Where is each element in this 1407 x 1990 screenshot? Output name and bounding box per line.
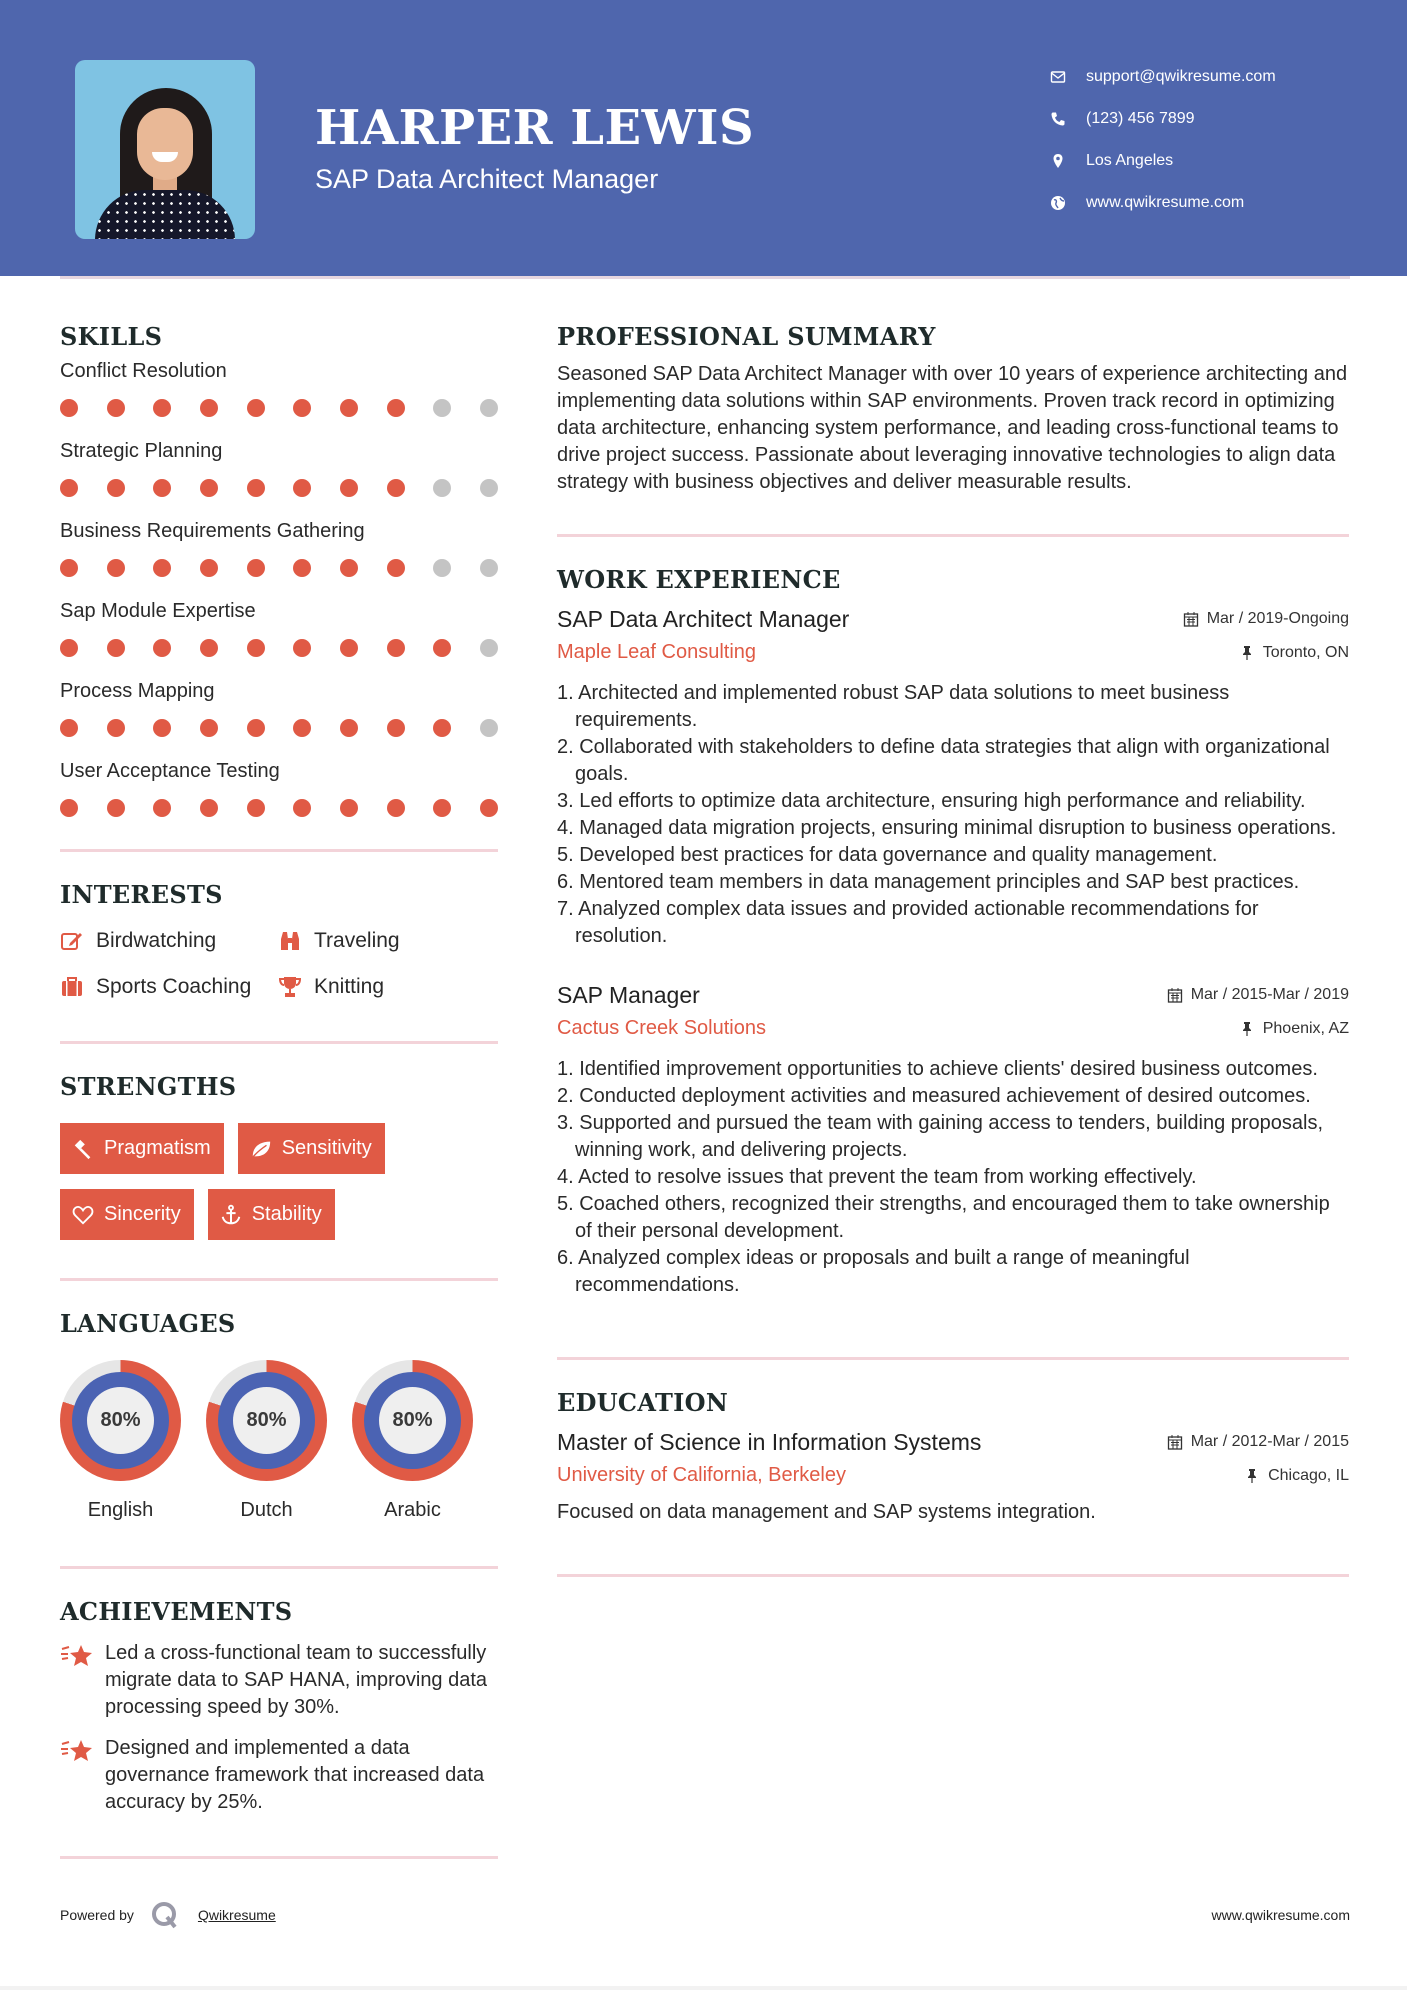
calendar-icon [1183,611,1199,627]
interest-label: Sports Coaching [96,975,252,998]
page-bottom-edge [0,1986,1407,1990]
contact-location [1050,140,1276,182]
rating-dot-filled [293,639,311,657]
strengths-section [60,1072,498,1240]
summary-title: PROFESSIONAL SUMMARY [557,322,936,351]
star-icon [60,1642,94,1672]
contact-phone-text: (123) 456 7899 [1086,110,1195,127]
strength-tag: Pragmatism [60,1123,224,1174]
calendar-icon [1167,987,1183,1003]
rating-dot-filled [387,799,405,817]
phone-icon [1050,111,1086,127]
language-progress-ring: 80% [60,1360,181,1481]
achievements-section [60,1597,498,1816]
qwikresume-logo-icon [150,1900,180,1930]
rating-dot-filled [200,479,218,497]
skill-name: Sap Module Expertise [60,600,256,622]
star-icon [60,1737,94,1767]
job-bullets: 1. Identified improvement opportunities to achieve clients' desired business outcomes. 2. Conducted deployment activities and measured achievement of desired outcomes. 3. Supported and pursued the team with gaining access to tenders, building proposals, winning work, and delivering projects. 4. Acted to resolve issues that prevent the team from working effectively. 5. Coached others, recognized their strengths, and encouraged them to take ownership of their personal development. 6. Analyzed complex ideas or proposals and built a range of meaningful recommendations. [557,1058,1330,1296]
language-name: Arabic [384,1499,441,1521]
skills-title: SKILLS [60,322,163,351]
rating-dot-filled [480,799,498,817]
rating-dot-filled [340,479,358,497]
footer-website[interactable]: www.qwikresume.com [1211,1907,1350,1923]
pushpin-icon [1239,1021,1255,1037]
leaf-icon [250,1138,272,1160]
suitcase-icon [60,975,84,999]
education-entry [557,1429,1349,1526]
rating-dot-filled [247,559,265,577]
languages-title: LANGUAGES [60,1309,236,1338]
candidate-name: HARPER LEWIS [315,100,755,156]
pushpin-icon [1239,645,1255,661]
section-divider [60,849,498,852]
education-location: Chicago, IL [1244,1467,1349,1485]
section-divider [60,1041,498,1044]
rating-dot-empty [480,559,498,577]
job-entry [557,606,1349,950]
rating-dot-filled [387,559,405,577]
section-divider [557,1357,1349,1360]
company-name: Maple Leaf Consulting [557,641,757,663]
skills-section [60,322,498,831]
rating-dot-filled [200,639,218,657]
skill-name: Conflict Resolution [60,360,227,382]
map-pin-icon [1050,153,1086,169]
contact-phone[interactable] [1050,98,1276,140]
profile-photo [75,60,255,239]
edit-icon [60,929,84,953]
left-column [60,320,498,1859]
interest-label: Knitting [314,975,385,998]
achievement-item: Led a cross-functional team to successfully migrate data to SAP HANA, improving data processing speed by 30%. [60,1640,498,1721]
rating-dot-filled [247,799,265,817]
rating-dot-filled [340,799,358,817]
language-item [60,1360,181,1522]
skill-rating [60,785,498,831]
rating-dot-filled [200,399,218,417]
contact-website-text: www.qwikresume.com [1086,194,1245,211]
job-dates: Mar / 2015-Mar / 2019 [1167,986,1349,1004]
education-title: EDUCATION [557,1388,729,1417]
achievement-item: Designed and implemented a data governance framework that increased data accuracy by 25%. [60,1735,498,1816]
calendar-icon [1167,1434,1183,1450]
skill-rating [60,625,498,671]
trophy-icon [278,975,302,999]
rating-dot-filled [60,719,78,737]
contact-website[interactable] [1050,182,1276,224]
rating-dot-filled [293,719,311,737]
job-role: SAP Manager [557,982,700,1008]
rating-dot-filled [433,639,451,657]
skill-name: User Acceptance Testing [60,760,280,782]
skill-rating [60,465,498,511]
rating-dot-filled [107,479,125,497]
rating-dot-filled [200,559,218,577]
language-item [206,1360,327,1522]
rating-dot-filled [200,799,218,817]
skill-name: Process Mapping [60,680,215,702]
rating-dot-filled [153,639,171,657]
binoculars-icon [278,929,302,953]
interest-label: Birdwatching [96,929,217,952]
rating-dot-filled [340,399,358,417]
rating-dot-filled [153,719,171,737]
rating-dot-filled [107,799,125,817]
section-divider [60,1566,498,1569]
language-item [352,1360,473,1522]
rating-dot-filled [293,479,311,497]
rating-dot-filled [107,559,125,577]
interest-item [278,973,498,1001]
rating-dot-filled [247,719,265,737]
section-divider [557,534,1349,537]
rating-dot-filled [387,479,405,497]
powered-by: Powered by Qwikresume [60,1900,276,1930]
rating-dot-filled [200,719,218,737]
school-name: University of California, Berkeley [557,1464,846,1486]
rating-dot-filled [387,719,405,737]
job-role: SAP Data Architect Manager [557,606,850,632]
interest-label: Traveling [314,929,400,952]
rating-dot-filled [153,799,171,817]
rating-dot-empty [480,479,498,497]
job-location: Phoenix, AZ [1239,1020,1349,1038]
experience-section [557,565,1349,1299]
job-bullets: 1. Architected and implemented robust SAP data solutions to meet business requirements. 2. Collaborated with stakeholders to define data strategies that align with organizational goals. 3. Led efforts to optimize data architecture, ensuring high performance and reliability. 4. Managed data migration projects, ensuring minimal disruption to business operations. 5. Developed best practices for data governance and quality management. 6. Mentored team members in data management principles and SAP best practices. 7. Analyzed complex data issues and provided actionable recommendations for resolution. [557,682,1337,947]
education-section [557,1388,1349,1526]
header-divider [60,276,1350,279]
contact-list [1050,56,1276,224]
rating-dot-filled [153,479,171,497]
rating-dot-filled [153,559,171,577]
section-divider [557,1574,1349,1577]
interest-item [278,927,498,955]
summary-text: Seasoned SAP Data Architect Manager with over 10 years of experience architecting and implementing data solutions within SAP environments. Proven track record in optimizing data architecture, enhancing system performance, and leading cross-functional teams to drive project success. Passionate about leveraging innovative technologies to align data strategy with business objectives and deliver measurable results. [557,363,1348,493]
contact-email-text: support@qwikresume.com [1086,68,1276,85]
company-name: Cactus Creek Solutions [557,1017,766,1039]
qwikresume-link[interactable]: Qwikresume [197,1907,276,1923]
rating-dot-filled [153,399,171,417]
rating-dot-filled [60,559,78,577]
rating-dot-filled [247,399,265,417]
summary-section [557,322,1349,496]
rating-dot-filled [387,399,405,417]
interest-item [60,927,278,955]
envelope-icon [1050,69,1086,85]
pushpin-icon [1244,1468,1260,1484]
rating-dot-empty [480,719,498,737]
job-location: Toronto, ON [1239,644,1349,662]
rating-dot-filled [433,719,451,737]
anchor-icon [220,1204,242,1226]
rating-dot-filled [107,639,125,657]
achievements-title: ACHIEVEMENTS [60,1597,293,1626]
candidate-title: SAP Data Architect Manager [315,164,659,194]
language-name: English [87,1499,154,1521]
footer [60,1900,1350,1930]
skill-rating [60,385,498,431]
rating-dot-empty [433,479,451,497]
rating-dot-filled [60,399,78,417]
interests-section [60,880,498,1001]
rating-dot-filled [293,559,311,577]
rating-dot-filled [247,639,265,657]
rating-dot-filled [60,479,78,497]
skill-rating [60,705,498,751]
rating-dot-filled [60,639,78,657]
job-dates: Mar / 2019-Ongoing [1183,610,1349,628]
rating-dot-empty [433,399,451,417]
rating-dot-empty [480,399,498,417]
globe-icon [1050,195,1086,211]
language-name: Dutch [240,1499,293,1521]
language-progress-ring: 80% [352,1360,473,1481]
language-progress-ring: 80% [206,1360,327,1481]
interest-item [60,973,278,1001]
rating-dot-empty [480,639,498,657]
rating-dot-filled [293,399,311,417]
rating-dot-empty [433,559,451,577]
rating-dot-filled [107,399,125,417]
job-entry [557,982,1349,1299]
heart-icon [72,1204,94,1226]
experience-title: WORK EXPERIENCE [557,565,841,594]
contact-location-text: Los Angeles [1086,152,1174,169]
rating-dot-filled [293,799,311,817]
rating-dot-filled [247,479,265,497]
rating-dot-filled [433,799,451,817]
interests-title: INTERESTS [60,880,223,909]
rating-dot-filled [340,559,358,577]
section-divider [60,1856,498,1859]
rating-dot-filled [107,719,125,737]
skill-name: Business Requirements Gathering [60,520,365,542]
degree-name: Master of Science in Information Systems [557,1429,982,1455]
strength-tag: Sincerity [60,1189,194,1240]
languages-section [60,1309,498,1522]
right-column [557,320,1349,1577]
skill-name: Strategic Planning [60,440,223,462]
strength-tag: Stability [208,1189,335,1240]
rating-dot-filled [387,639,405,657]
skill-rating [60,545,498,591]
rating-dot-filled [60,799,78,817]
contact-email[interactable] [1050,56,1276,98]
gavel-icon [72,1138,94,1160]
resume-header [0,0,1407,276]
section-divider [60,1278,498,1281]
education-dates: Mar / 2012-Mar / 2015 [1167,1433,1349,1451]
strengths-title: STRENGTHS [60,1072,237,1101]
rating-dot-filled [340,719,358,737]
strength-tag: Sensitivity [238,1123,385,1174]
education-description: Focused on data management and SAP systems integration. [557,1501,1096,1523]
rating-dot-filled [340,639,358,657]
